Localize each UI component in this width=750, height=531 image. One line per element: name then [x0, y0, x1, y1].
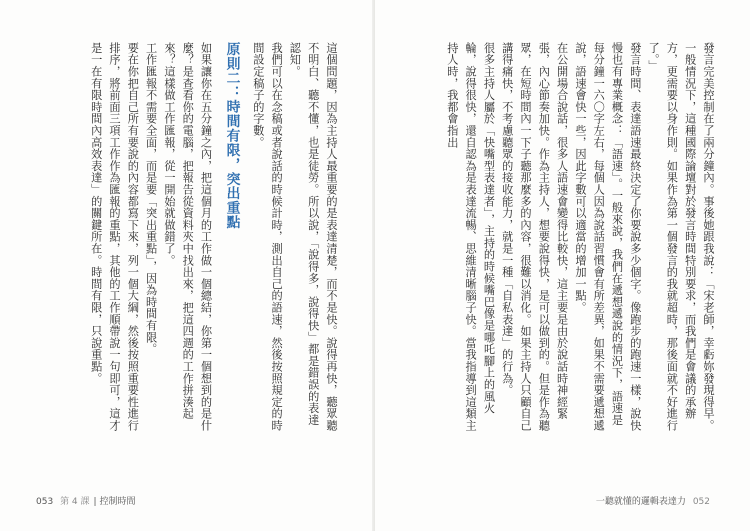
- paragraph: 在公開場合說話，很多人語速會變得比較快，這主要是由於說話時神經緊張，內心節奏加快。作為主持人，想要說得快，是可以做到的。但是作為聽眾，在短時間內一下子聽那麼多的內容，很難以消化。如果主持人只顧自己講得痛快，不考慮聽眾的接收能力，就是一種「自私表達」的行為。: [500, 42, 569, 432]
- chapter-title: 控制時間: [99, 497, 136, 507]
- page-number: 053: [36, 497, 54, 507]
- paragraph: 很多主持人屬於「快嘴型表達者」，主持的時候嘴巴像是哪吒腳上的風火輪，說得很快，還自認為是表達流暢、思維清晰腦子快。當我指導到這類主持人時，我都會指出: [445, 42, 496, 432]
- right-page-body: [425, 42, 717, 437]
- paragraph: 要在你把自己所有要說的內容都寫下來，列一個大綱，然後按照重要性進行排序，將前面三項工作作為匯報的重點，其他的工作順帶說一句即可，這才是一在有限時間內高效表達」的關鍵所在。時間有限，只說重點。: [89, 42, 140, 432]
- right-page: [375, 0, 750, 531]
- left-footer: [36, 494, 135, 507]
- book-title: 一聽就懂的邏輯表達力: [595, 497, 686, 507]
- heading-highlight: 突出重點: [223, 171, 240, 230]
- paragraph: 發言完美控制在了兩分鐘內。事後她跟我說：「宋老師，幸虧妳發現得早。一般情況下，這種國際論壇對於發言時間特別要求，而我們是會議的承辦方，更需要以身作則。如果作為第一個發言的我就超時，那後面就不好進行了。」: [647, 42, 715, 432]
- paragraph: 如果讓你在五分鐘之內，把這個月的工作做一個總結，你第一個想到的是什麼？是查看你的電腦，把報告從資料夾中找出來，把這四週的工作拼湊起來？這樣做工作匯報，從一開始就做錯了。: [162, 42, 213, 432]
- heading-text: 原則二：時間有限，: [223, 42, 240, 172]
- paragraph: 發言時間、表達語速最終決定了你要說多少個字。像跑步的跑速一樣，說快慢也有專業概念：「語速」。一般來說，我們在遞想遞說的情況下，語速是每分鐘一六〇字左右，每個人因為說話習慣會有所差異，如果不需要遞想遞說，語速會快一些，因此字數可以適當的增加一點。: [573, 42, 642, 432]
- divider: |: [93, 497, 97, 507]
- paragraph: 我們可以在念稿或者說話的時候計時，測出自己的語速，然後按照規定的時間設定稿子的字數。: [251, 42, 284, 432]
- page-number: 052: [692, 497, 710, 507]
- section-heading: [221, 42, 243, 437]
- paragraph: 這個問題，因為主持人最重要的是表達清楚，而不是快。說得再快，聽眾聽不明白、聽不懂，也是徒勞。所以說，「說得多，說得快」都是錯誤的表達認知。: [288, 42, 338, 432]
- right-footer: [596, 494, 714, 507]
- paragraph: 工作匯報不需要全面，而是要「突出重點」，因為時間有限。: [144, 42, 158, 355]
- left-page-body: [40, 42, 340, 437]
- lesson-label: 第 4 課: [60, 497, 90, 507]
